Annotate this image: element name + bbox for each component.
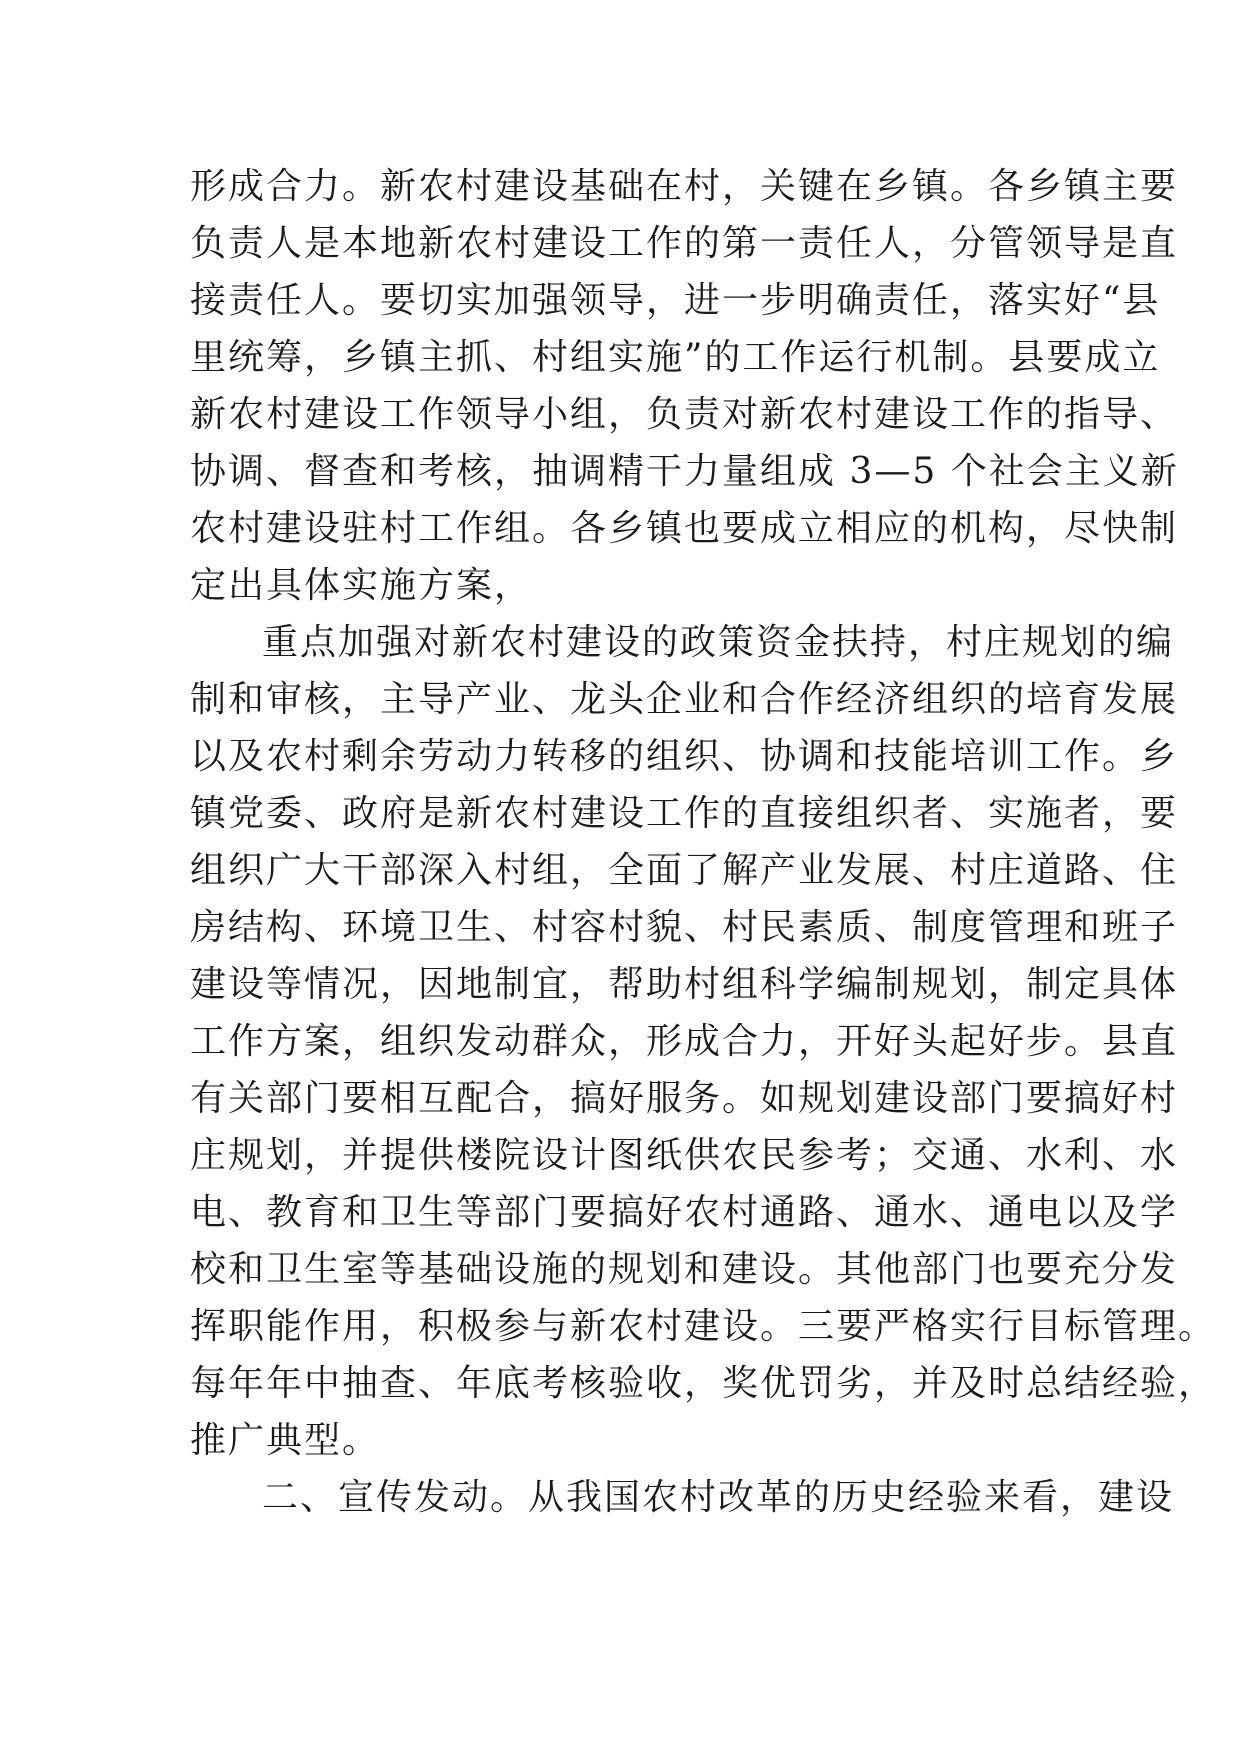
document-body bbox=[190, 158, 1217, 1526]
paragraph-2-line-14: 每年年中抽查、年底考核验收，奖优罚劣，并及时总结经验， bbox=[190, 1363, 1217, 1404]
paragraph-2-line-12: 校和卫生室等基础设施的规划和建设。其他部门也要充分发 bbox=[190, 1249, 1179, 1290]
paragraph-1-line-1: 形成合力。新农村建设基础在村，关键在乡镇。各乡镇主要 bbox=[190, 166, 1179, 207]
paragraph-2-line-8: 工作方案，组织发动群众，形成合力，开好头起好步。县直 bbox=[190, 1021, 1179, 1062]
paragraph-1-line-4: 里统筹，乡镇主抓、村组实施”的工作运行机制。县要成立 bbox=[190, 337, 1161, 378]
paragraph-2-line-2: 制和审核，主导产业、龙头企业和合作经济组织的培育发展 bbox=[190, 679, 1179, 720]
paragraph-2-line-10: 庄规划，并提供楼院设计图纸供农民参考；交通、水利、水 bbox=[190, 1135, 1179, 1176]
paragraph-1-line-5: 新农村建设工作领导小组，负责对新农村建设工作的指导、 bbox=[190, 394, 1179, 435]
paragraph-1-line-6: 协调、督查和考核，抽调精干力量组成 3—5 个社会主义新 bbox=[190, 451, 1179, 492]
paragraph-2-line-9: 有关部门要相互配合，搞好服务。如规划建设部门要搞好村 bbox=[190, 1078, 1179, 1119]
paragraph-2-line-4: 镇党委、政府是新农村建设工作的直接组织者、实施者，要 bbox=[190, 793, 1179, 834]
paragraph-1-line-2: 负责人是本地新农村建设工作的第一责任人，分管领导是直 bbox=[190, 223, 1179, 264]
paragraph-2-line-13: 挥职能作用，积极参与新农村建设。三要严格实行目标管理。 bbox=[190, 1306, 1217, 1347]
paragraph-2-line-1: 重点加强对新农村建设的政策资金扶持，村庄规划的编 bbox=[262, 622, 1175, 663]
paragraph-2-line-6: 房结构、环境卫生、村容村貌、村民素质、制度管理和班子 bbox=[190, 907, 1179, 948]
paragraph-1-line-7: 农村建设驻村工作组。各乡镇也要成立相应的机构，尽快制 bbox=[190, 508, 1179, 549]
paragraph-1-line-3: 接责任人。要切实加强领导，进一步明确责任，落实好“县 bbox=[190, 280, 1161, 321]
paragraph-2-line-11: 电、教育和卫生等部门要搞好农村通路、通水、通电以及学 bbox=[190, 1192, 1179, 1233]
paragraph-1-line-8: 定出具体实施方案， bbox=[190, 565, 533, 606]
paragraph-2-line-5: 组织广大干部深入村组，全面了解产业发展、村庄道路、住 bbox=[190, 850, 1179, 891]
paragraph-2-line-3: 以及农村剩余劳动力转移的组织、协调和技能培训工作。乡 bbox=[190, 736, 1179, 777]
paragraph-2-line-7: 建设等情况，因地制宜，帮助村组科学编制规划，制定具体 bbox=[190, 964, 1179, 1005]
paragraph-2-line-15: 推广典型。 bbox=[190, 1420, 381, 1461]
paragraph-3-line-1: 二、宣传发动。从我国农村改革的历史经验来看，建设 bbox=[262, 1477, 1175, 1518]
